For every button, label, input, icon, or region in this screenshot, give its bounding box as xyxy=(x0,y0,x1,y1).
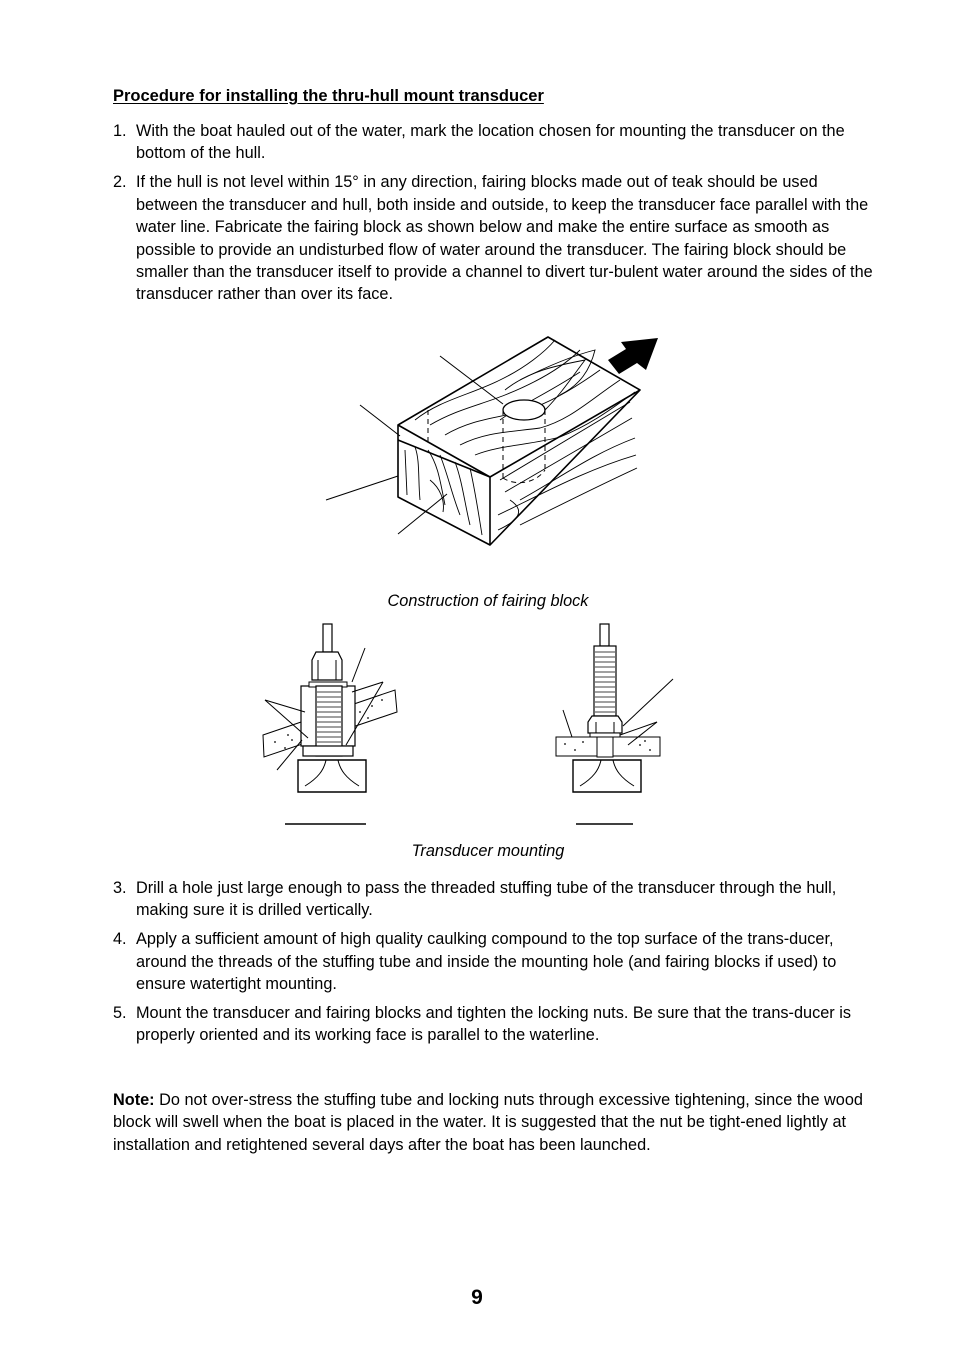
step-text: If the hull is not level within 15° in any direction, fairing blocks made out of teak should be used between the transducer and hull, both inside and outside, to keep the transducer face parallel with the water line. Fabricate the fairing block as shown below and make the entire surface as smooth as possible to provide an undisturbed flow of water around the transducer. The fairing block should be smaller than the transducer itself to provide a channel to divert tur-bulent water around the sides of the transducer rather than over its face. xyxy=(136,173,873,304)
step-item xyxy=(113,1002,873,1047)
transducer-mounting-with-fairing-illustration xyxy=(258,618,403,828)
step-text: With the boat hauled out of the water, mark the location chosen for mounting the transducer on the bottom of the hull. xyxy=(136,122,845,163)
step-item xyxy=(113,120,873,165)
section-heading: Procedure for installing the thru-hull mount transducer xyxy=(113,87,544,105)
step-number: 3. xyxy=(113,879,127,897)
step-number: 5. xyxy=(113,1004,127,1023)
step-text: Drill a hole just large enough to pass the threaded stuffing tube of the transducer through the hull, making sure it is drilled vertically. xyxy=(136,879,837,920)
step-item xyxy=(113,877,873,922)
procedure-steps-second xyxy=(113,877,873,1053)
step-number: 2. xyxy=(113,173,127,192)
note-label: Note: xyxy=(113,1091,155,1109)
step-item xyxy=(113,928,873,995)
step-text: Mount the transducer and fairing blocks and tighten the locking nuts. Be sure that the trans-ducer is properly oriented and its working face is parallel to the waterline. xyxy=(136,1004,851,1045)
procedure-steps-first xyxy=(113,120,873,312)
note-paragraph xyxy=(113,1089,873,1156)
figure-caption-transducer-mounting: Transducer mounting xyxy=(411,842,565,860)
page-number: 9 xyxy=(471,1286,483,1309)
transducer-mounting-flat-hull-illustration xyxy=(552,618,677,828)
step-number: 4. xyxy=(113,930,127,949)
fairing-block-illustration xyxy=(320,330,670,560)
figure-caption-fairing-block: Construction of fairing block xyxy=(387,592,589,610)
step-text: Apply a sufficient amount of high quality caulking compound to the top surface of the trans-ducer, around the threads of the stuffing tube and inside the mounting hole (and fairing blocks if used) to ensure watertight mounting. xyxy=(136,930,837,994)
step-number: 1. xyxy=(113,122,127,140)
note-text: Do not over-stress the stuffing tube and locking nuts through excessive tightening, since the wood block will swell when the boat is placed in the water. It is suggested that the nut be tight-ened lightly at installation and retightened several days after the boat has been launched. xyxy=(113,1091,863,1154)
step-item xyxy=(113,171,873,305)
